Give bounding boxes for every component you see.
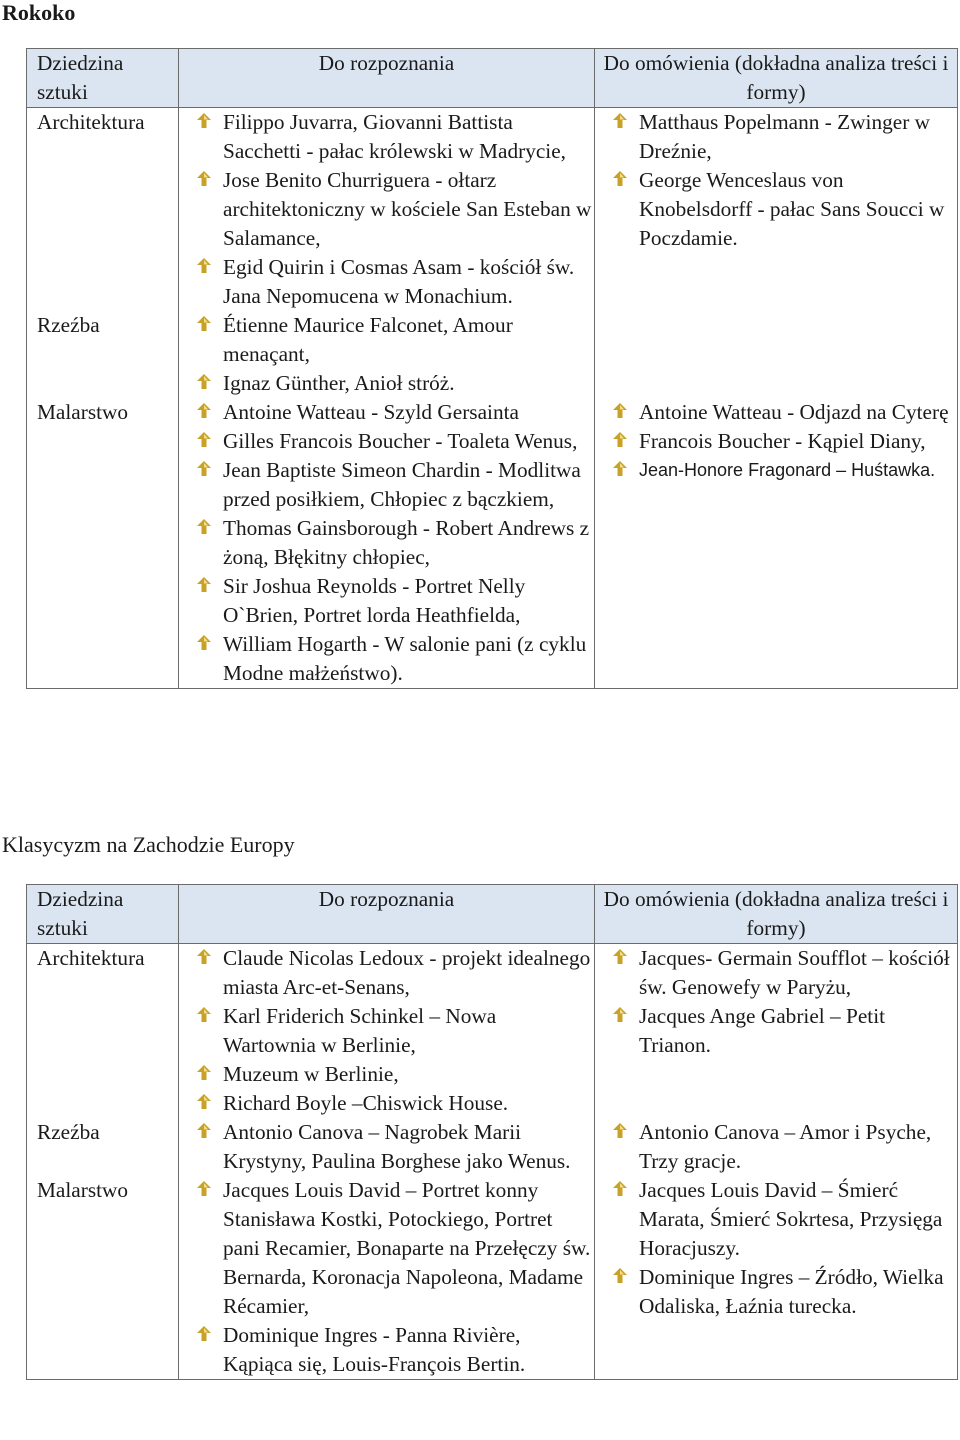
recognize-cell [179, 1118, 595, 1176]
discuss-cell [595, 311, 958, 398]
item-text: Karl Friderich Schinkel – Nowa Wartownia w Berlinie, [223, 1004, 497, 1057]
discuss-list [605, 398, 957, 485]
recognize-list [189, 944, 594, 1118]
arrow-bullet-icon [197, 113, 211, 128]
discuss-cell [595, 1176, 958, 1380]
arrow-bullet-icon [197, 949, 211, 964]
item-text: Antoine Watteau - Szyld Gersainta [223, 400, 519, 424]
recognize-cell [179, 398, 595, 689]
item-text: Muzeum w Berlinie, [223, 1062, 399, 1086]
list-item [605, 166, 957, 253]
list-item [189, 398, 594, 427]
item-text: Dominique Ingres - Panna Rivière, Kąpiąca się, Louis-François Bertin. [223, 1323, 526, 1376]
item-text: Jean-Honore Fragonard – Huśtawka. [639, 460, 936, 480]
field-cell: Architektura [27, 944, 179, 1119]
discuss-cell [595, 398, 958, 689]
list-item [189, 369, 594, 398]
list-item [189, 1176, 594, 1321]
list-item [605, 398, 957, 427]
item-text: Étienne Maurice Falconet, Amour menaçant, [223, 313, 513, 366]
arrow-bullet-icon [197, 1181, 211, 1196]
discuss-list [605, 108, 957, 253]
item-text: George Wenceslaus von Knobelsdorff - pałac Sans Soucci w Poczdamie. [639, 168, 945, 250]
recognize-list [189, 1176, 594, 1379]
list-item [189, 1060, 594, 1089]
recognize-cell [179, 944, 595, 1119]
list-item [189, 1118, 594, 1176]
list-item [189, 1089, 594, 1118]
arrow-bullet-icon [613, 171, 627, 186]
list-item [189, 572, 594, 630]
item-text: Thomas Gainsborough - Robert Andrews z żoną, Błękitny chłopiec, [223, 516, 590, 569]
item-text: Antoine Watteau - Odjazd na Cyterę [639, 400, 949, 424]
arrow-bullet-icon [197, 577, 211, 592]
arrow-bullet-icon [197, 1094, 211, 1109]
header-recognize: Do rozpoznania [179, 885, 595, 944]
list-item [189, 253, 594, 311]
arrow-bullet-icon [197, 1065, 211, 1080]
item-text: Claude Nicolas Ledoux - projekt idealnego miasta Arc-et-Senans, [223, 946, 591, 999]
item-text: Filippo Juvarra, Giovanni Battista Sacchetti - pałac królewski w Madrycie, [223, 110, 566, 163]
list-item [189, 166, 594, 253]
field-cell: Malarstwo [27, 1176, 179, 1380]
rokoko-table [26, 48, 958, 689]
arrow-bullet-icon [197, 1007, 211, 1022]
arrow-bullet-icon [613, 949, 627, 964]
arrow-bullet-icon [197, 374, 211, 389]
arrow-bullet-icon [197, 316, 211, 331]
recognize-list [189, 108, 594, 311]
arrow-bullet-icon [613, 403, 627, 418]
arrow-bullet-icon [613, 432, 627, 447]
field-cell: Rzeźba [27, 1118, 179, 1176]
item-text: Jacques Ange Gabriel – Petit Trianon. [639, 1004, 886, 1057]
arrow-bullet-icon [197, 171, 211, 186]
list-item [189, 514, 594, 572]
item-text: Richard Boyle –Chiswick House. [223, 1091, 509, 1115]
list-item [605, 1263, 957, 1321]
header-discuss: Do omówienia (dokładna analiza treści i formy) [595, 49, 958, 108]
header-field: Dziedzina sztuki [27, 49, 179, 108]
list-item [605, 456, 957, 485]
discuss-cell [595, 944, 958, 1119]
arrow-bullet-icon [197, 519, 211, 534]
arrow-bullet-icon [613, 1007, 627, 1022]
recognize-list [189, 311, 594, 398]
item-text: Jacques Louis David – Portret konny Stanisława Kostki, Potockiego, Portret pani Recamier, Bonaparte na Przełęczy św. Bernarda, Koronacja Napoleona, Madame Récamier, [223, 1178, 591, 1318]
table-row [27, 1176, 958, 1380]
item-text: Jacques Louis David – Śmierć Marata, Śmierć Sokrtesa, Przysięga Horacjuszy. [639, 1178, 943, 1260]
header-recognize: Do rozpoznania [179, 49, 595, 108]
item-text: Matthaus Popelmann - Zwinger w Dreźnie, [639, 110, 931, 163]
klasycyzm-table [26, 884, 958, 1380]
item-text: Ignaz Günther, Anioł stróż. [223, 371, 455, 395]
table-row [27, 398, 958, 689]
arrow-bullet-icon [197, 1123, 211, 1138]
arrow-bullet-icon [613, 461, 627, 476]
list-item [189, 108, 594, 166]
table-row [27, 944, 958, 1119]
list-item [189, 1321, 594, 1379]
table-row [27, 311, 958, 398]
recognize-cell [179, 108, 595, 312]
item-text: Francois Boucher - Kąpiel Diany, [639, 429, 926, 453]
arrow-bullet-icon [613, 113, 627, 128]
item-text: Antonio Canova – Nagrobek Marii Krystyny, Paulina Borghese jako Wenus. [223, 1120, 571, 1173]
item-text: Jose Benito Churriguera - ołtarz architektoniczny w kościele San Esteban w Salamance, [223, 168, 592, 250]
arrow-bullet-icon [613, 1123, 627, 1138]
item-text: Gilles Francois Boucher - Toaleta Wenus, [223, 429, 578, 453]
item-text: Jacques- Germain Soufflot – kościół św. Genowefy w Paryżu, [639, 946, 950, 999]
table-row [27, 1118, 958, 1176]
discuss-list [605, 1176, 957, 1321]
list-item [189, 630, 594, 688]
list-item [605, 1118, 957, 1176]
field-cell: Malarstwo [27, 398, 179, 689]
arrow-bullet-icon [197, 461, 211, 476]
item-text: Jean Baptiste Simeon Chardin - Modlitwa przed posiłkiem, Chłopiec z bączkiem, [223, 458, 581, 511]
discuss-list [605, 1118, 957, 1176]
arrow-bullet-icon [197, 1326, 211, 1341]
item-text: Sir Joshua Reynolds - Portret Nelly O`Brien, Portret lorda Heathfielda, [223, 574, 526, 627]
item-text: Dominique Ingres – Źródło, Wielka Odaliska, Łaźnia turecka. [639, 1265, 944, 1318]
item-text: Egid Quirin i Cosmas Asam - kościół św. Jana Nepomucena w Monachium. [223, 255, 575, 308]
arrow-bullet-icon [197, 635, 211, 650]
list-item [189, 427, 594, 456]
header-field: Dziedzina sztuki [27, 885, 179, 944]
list-item [605, 1176, 957, 1263]
field-cell: Rzeźba [27, 311, 179, 398]
item-text: Antonio Canova – Amor i Psyche, Trzy gracje. [639, 1120, 932, 1173]
list-item [605, 427, 957, 456]
arrow-bullet-icon [613, 1268, 627, 1283]
discuss-cell [595, 1118, 958, 1176]
arrow-bullet-icon [197, 258, 211, 273]
list-item [189, 456, 594, 514]
discuss-list [605, 944, 957, 1060]
list-item [189, 1002, 594, 1060]
header-discuss: Do omówienia (dokładna analiza treści i formy) [595, 885, 958, 944]
recognize-cell [179, 1176, 595, 1380]
arrow-bullet-icon [197, 403, 211, 418]
recognize-list [189, 1118, 594, 1176]
table-row [27, 108, 958, 312]
list-item [189, 944, 594, 1002]
recognize-list [189, 398, 594, 688]
section-title-rokoko: Rokoko [2, 0, 76, 25]
list-item [605, 108, 957, 166]
list-item [605, 1002, 957, 1060]
list-item [605, 944, 957, 1002]
discuss-cell [595, 108, 958, 312]
arrow-bullet-icon [197, 432, 211, 447]
recognize-cell [179, 311, 595, 398]
field-cell: Architektura [27, 108, 179, 312]
list-item [189, 311, 594, 369]
item-text: William Hogarth - W salonie pani (z cyklu Modne małżeństwo). [223, 632, 587, 685]
section-title-klasycyzm: Klasycyzm na Zachodzie Europy [2, 832, 295, 857]
arrow-bullet-icon [613, 1181, 627, 1196]
